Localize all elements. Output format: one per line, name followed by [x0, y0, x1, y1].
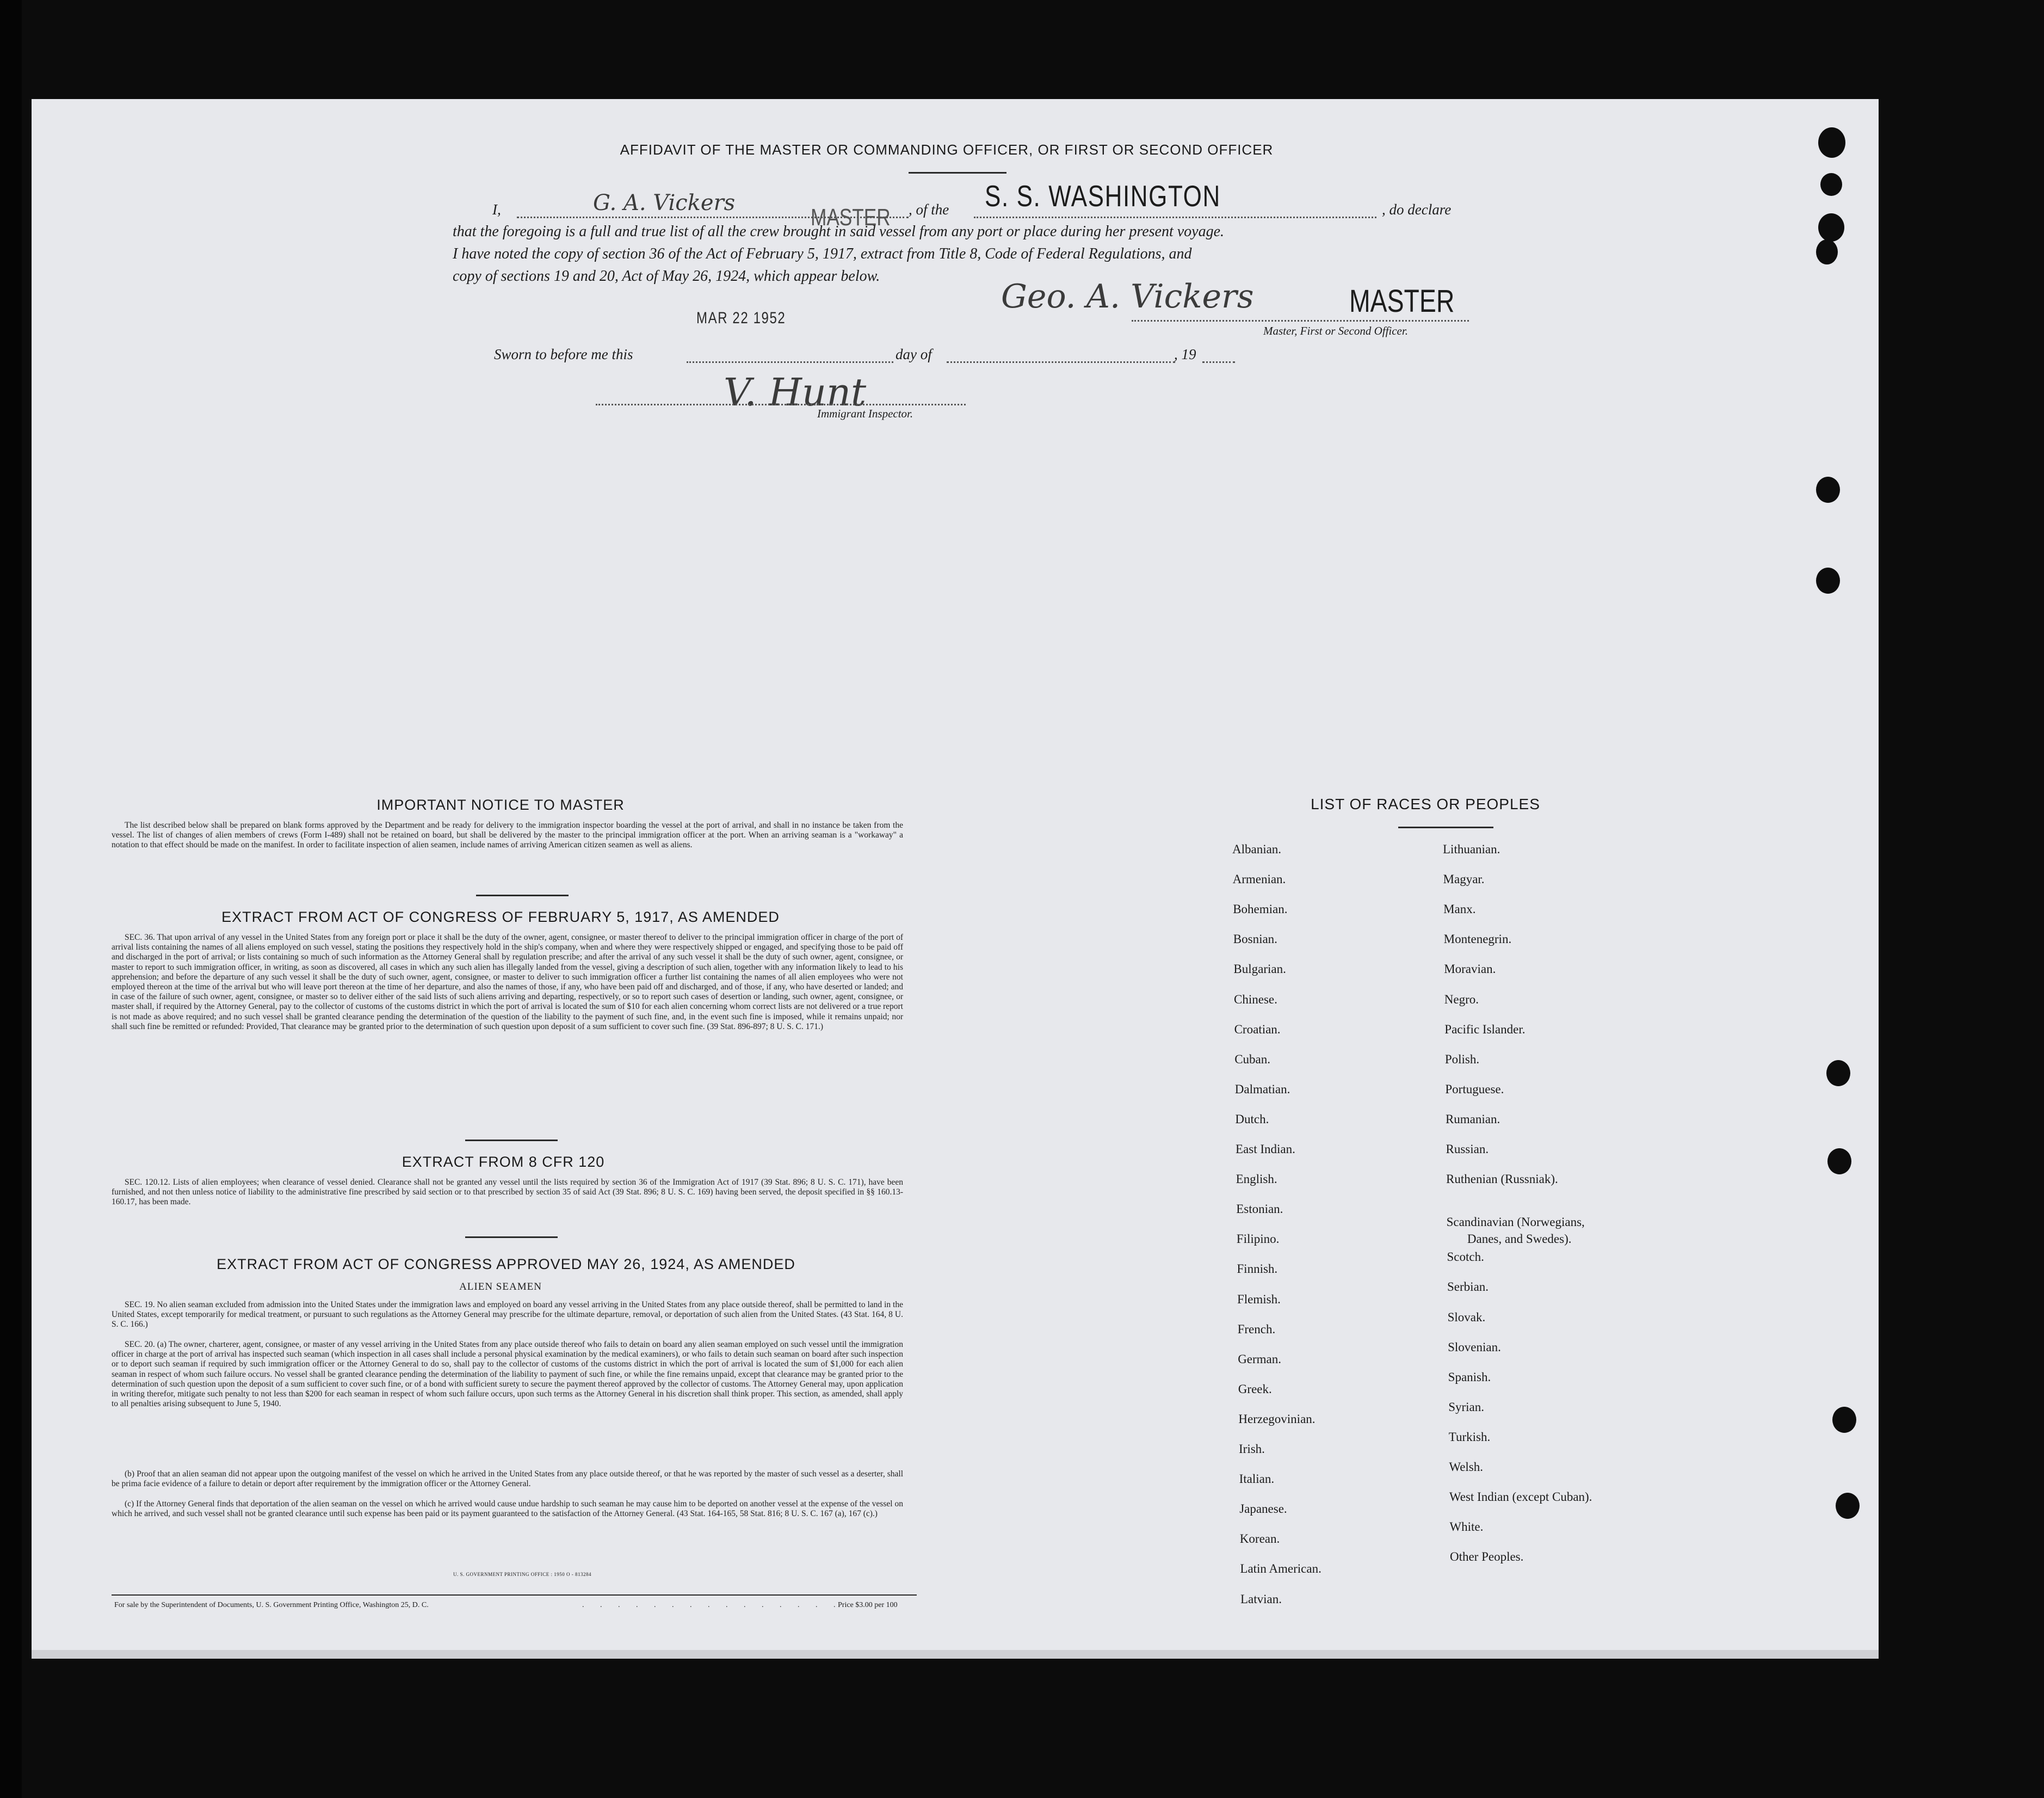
race-item: Scotch.: [1447, 1250, 1484, 1264]
inspector-line: [596, 404, 966, 405]
race-item: Manx.: [1443, 902, 1476, 916]
extract-cfr-rule: [465, 1236, 558, 1238]
extract-1924-heading: EXTRACT FROM ACT OF CONGRESS APPROVED MAY 26, 1924, AS AMENDED: [217, 1256, 795, 1272]
races-rule: [1398, 827, 1493, 828]
extract-1924-sec19: SEC. 19. No alien seaman excluded from admission into the United States under the immigration laws and employed on board any vessel arriving in the United States from any place outside thereof, shall be permitted to land in the United States, except temporarily for medical treatment, or pursuant to such regulations as the Attorney General may prescribe for the ultimate departure, removal, or deportation of such alien from the United States. (43 Stat. 164, 8 U. S. C. 166.): [112, 1300, 903, 1329]
inspector-caption: Immigrant Inspector.: [817, 407, 913, 420]
race-item: Armenian.: [1232, 872, 1286, 886]
race-item: Chinese.: [1234, 992, 1277, 1006]
alien-seamen-subheading: ALIEN SEAMEN: [459, 1281, 542, 1292]
race-item: Lithuanian.: [1443, 842, 1500, 856]
race-item: Irish.: [1239, 1442, 1265, 1456]
vessel-line: [974, 217, 1376, 218]
punch-hole: [1818, 213, 1844, 242]
master-stamp: MASTER: [811, 204, 891, 231]
vessel-name: S. S. WASHINGTON: [985, 179, 1221, 213]
affidavit-line4: copy of sections 19 and 20, Act of May 26, 1924, which appear below.: [453, 268, 880, 285]
scan-border: [0, 0, 22, 1798]
race-item: Korean.: [1239, 1532, 1280, 1546]
day-of-label: day of: [896, 346, 932, 362]
race-item: Polish.: [1444, 1052, 1480, 1066]
extract-1917-body: SEC. 36. That upon arrival of any vessel in the United States from any foreign port or place it shall be the duty of the owner, agent, consignee, or master thereof to deliver to the principal immigration officer in charge of the port of arrival lists containing the names of all aliens employed on such vessel, stating the positions they respectively hold in the ship's company, when and where they were respectively shipped or engaged, and specifying those to be paid off and discharged in the port of arrival; or lists containing so much of such information as the Attorney General shall by regulation prescribe; and after the arrival of any such vessel it shall be the duty of such owner, agent, consignee, or master to report to such immigration officer, in writing, as soon as discovered, all cases in which any such alien has illegally landed from the vessel, giving a description of such alien, together with any information likely to lead to his apprehension; and before the departure of any such vessel it shall be the duty of such owner, agent, consignee, or master to deliver to such immigration officer a further list containing the names of all alien employees who were not employed thereon at the time of the arrival but who will leave port thereon at the time of her departure, and also the names of those, if any, who have been paid off and discharged, and of those, if any, who have deserted or landed; and in case of the failure of such owner, agent, consignee, or master so to deliver either of the said lists of such aliens arriving and departing, respectively, or so to report such cases of desertion or landing, such owner, agent, consignee, or master shall, if required by the Attorney General, pay to the collector of customs of the customs district in which the port of arrival is located the sum of $10 for each alien concerning whom correct lists are not delivered or a true report is not made as above required; and no such vessel shall be granted clearance pending the determination of the question of the liability to the payment of such fine, and, in the event such fine is imposed, while it remains unpaid; nor shall such fine be remitted or refunded: Provided, That clearance may be granted prior to the determination of such question upon deposit of a sum sufficient to cover such fine. (39 Stat. 896-897; 8 U. S. C. 171.): [112, 933, 903, 1031]
race-item: Rumanian.: [1445, 1112, 1500, 1126]
race-item: Spanish.: [1448, 1370, 1491, 1384]
notice-rule: [476, 895, 569, 896]
race-item: Scandinavian (Norwegians,: [1446, 1215, 1585, 1229]
race-item: Magyar.: [1443, 872, 1485, 886]
race-item: Slovak.: [1447, 1310, 1486, 1324]
race-item: Albanian.: [1232, 842, 1282, 856]
year-label: , 19: [1174, 346, 1196, 362]
race-item: Bohemian.: [1233, 902, 1288, 916]
signer-caption: Master, First or Second Officer.: [1263, 324, 1408, 337]
footer-leader-dots: . . . . . . . . . . . . . . .: [582, 1601, 843, 1609]
race-item: Estonian.: [1236, 1202, 1283, 1216]
race-item: Bosnian.: [1233, 932, 1277, 946]
punch-hole: [1832, 1407, 1856, 1433]
extract-cfr-heading: EXTRACT FROM 8 CFR 120: [402, 1154, 605, 1170]
sale-note: For sale by the Superintendent of Documents, U. S. Government Printing Office, Washington 25, D. C.: [114, 1601, 429, 1609]
printing-office-note: U. S. GOVERNMENT PRINTING OFFICE : 1950 O - 813284: [453, 1572, 592, 1577]
race-item: Herzegovinian.: [1238, 1412, 1316, 1426]
extract-1924-sec20a: SEC. 20. (a) The owner, charterer, agent, consignee, or master of any vessel arriving in the United States from any place outside thereof who fails to detain on board any alien seaman employed on such vessel until the immigration officer in charge at the port of arrival has inspected such seaman (which inspection in all cases shall include a personal physical examination by the medical examiners), or who fails to detain such seaman on board after such inspection or to deport such seaman if required by such immigration officer or the Attorney General to do so, shall pay to the collector of customs of the customs district in which the port of arrival is located the sum of $1,000 for each alien seaman in respect of whom such failure occurs. No vessel shall be granted clearance pending the determination of the liability to payment of such fine, or while the fine remains unpaid, except that clearance may be granted prior to the determination of such question upon the deposit of a sum sufficient to cover such fine, or of a bond with sufficient surety to secure the payment thereof approved by the collector of customs. The Attorney General may, upon application in writing therefor, mitigate such penalty to not less than $200 for each seaman in respect of whom such failure occurs, upon such terms as the Attorney General in his discretion shall think proper. This section, as amended, shall apply to all penalties arising subsequent to June 5, 1940.: [112, 1340, 903, 1409]
price-note: Price $3.00 per 100: [838, 1601, 898, 1609]
master-signature: Geo. A. Vickers: [1001, 278, 1254, 316]
race-item: Croatian.: [1234, 1022, 1281, 1036]
race-item: West Indian (except Cuban).: [1449, 1490, 1592, 1504]
affidavit-title: AFFIDAVIT OF THE MASTER OR COMMANDING OFFICER, OR FIRST OR SECOND OFFICER: [620, 141, 1274, 158]
race-item: Cuban.: [1234, 1052, 1270, 1066]
extract-1924-sec20c: (c) If the Attorney General finds that deportation of the alien seaman on the vessel on which he arrived would cause undue hardship to such seaman he may cause him to be deported on another vessel at the expense of the vessel on which he arrived, and such vessel shall not be granted clearance until such expense has been paid or its payment guaranteed to the satisfaction of the Attorney General. (43 Stat. 164-165, 58 Stat. 816; 8 U. S. C. 167 (a), 167 (c).): [112, 1499, 903, 1519]
sworn-line: [687, 361, 893, 363]
race-item: Bulgarian.: [1233, 962, 1286, 976]
race-item: Danes, and Swedes).: [1467, 1231, 1572, 1246]
year-line: [1202, 361, 1235, 363]
punch-hole: [1836, 1493, 1860, 1519]
affidavit-line2: that the foregoing is a full and true list of all the crew brought in said vessel from any port or place during her present voyage.: [453, 223, 1225, 240]
race-item: Flemish.: [1237, 1292, 1281, 1306]
race-item: Dalmatian.: [1234, 1082, 1290, 1096]
page-edge: [32, 1650, 1879, 1659]
race-item: Russian.: [1446, 1142, 1489, 1156]
sworn-label: Sworn to before me this: [494, 346, 633, 362]
inspector-signature: V. Hunt: [724, 370, 867, 415]
race-item: Finnish.: [1237, 1262, 1278, 1276]
race-item: White.: [1449, 1520, 1484, 1534]
race-item: German.: [1238, 1352, 1282, 1366]
extract-1917-heading: EXTRACT FROM ACT OF CONGRESS OF FEBRUARY 5, 1917, AS AMENDED: [221, 909, 780, 925]
punch-hole: [1820, 173, 1842, 196]
affidavit-line3: I have noted the copy of section 36 of the Act of February 5, 1917, extract from Title 8, Code of Federal Regulations, and: [453, 245, 1192, 262]
punch-hole: [1818, 127, 1845, 158]
notice-body: The list described below shall be prepared on blank forms approved by the Department and be ready for delivery to the immigration inspector boarding the vessel at the port of arrival, and shall in no instance be taken from the vessel. The list of changes of alien members of crews (Form I-489) shall not be retained on board, but shall be delivered by the master to the principal immigration officer at the port. When an arriving seaman is a "workaway" a notation to that effect should be made on the manifest. In order to facilitate inspection of alien seamen, include names of arriving American citizen seamen as well as aliens.: [112, 821, 903, 850]
punch-hole: [1816, 477, 1840, 503]
race-item: Japanese.: [1239, 1502, 1287, 1516]
extract-cfr-body: SEC. 120.12. Lists of alien employees; when clearance of vessel denied. Clearance shall not be granted any vessel until the lists required by section 36 of the Immigration Act of 1917 (39 Stat. 896; 8 U. S. C. 171), have been furnished, and not then unless notice of liability to the administrative fine prescribed by said section or to that prescribed by section 35 of said Act (39 Stat. 896; 8 U. S. C. 169) having been served, the deposit specified in §§ 160.13-160.17, has been made.: [112, 1178, 903, 1207]
title-rule: [909, 172, 1006, 174]
footer-rule: [112, 1594, 917, 1596]
race-item: Turkish.: [1448, 1430, 1491, 1444]
race-item: Welsh.: [1449, 1460, 1483, 1474]
extract-1917-rule: [465, 1140, 558, 1141]
day-of-line: [947, 361, 1175, 363]
sworn-date-stamp: MAR 22 1952: [696, 309, 786, 327]
notice-heading: IMPORTANT NOTICE TO MASTER: [376, 797, 625, 813]
race-item: English.: [1236, 1172, 1277, 1186]
race-item: Italian.: [1239, 1472, 1275, 1486]
race-item: Ruthenian (Russniak).: [1446, 1172, 1558, 1186]
do-declare-label: , do declare: [1382, 201, 1452, 218]
punch-hole: [1816, 568, 1840, 594]
race-item: Serbian.: [1447, 1280, 1489, 1294]
race-item: Portuguese.: [1445, 1082, 1504, 1096]
race-item: Negro.: [1444, 992, 1479, 1006]
race-item: Pacific Islander.: [1444, 1022, 1526, 1036]
signature-title: MASTER: [1349, 284, 1455, 319]
race-item: Syrian.: [1448, 1400, 1485, 1414]
races-heading: LIST OF RACES OR PEOPLES: [1311, 796, 1540, 812]
affidavit-i: I,: [492, 201, 501, 218]
document-page: [32, 99, 1879, 1650]
master-name-handwriting: G. A. Vickers: [593, 190, 736, 215]
extract-1924-sec20b: (b) Proof that an alien seaman did not appear upon the outgoing manifest of the vessel on which he arrived in the United States from any place outside thereof, or that he was reported by the master of such vessel as a deserter, shall be prima facie evidence of a failure to detain or deport after requirement by the immigration officer or the Attorney General.: [112, 1469, 903, 1489]
race-item: Latvian.: [1240, 1592, 1282, 1606]
race-item: Filipino.: [1236, 1232, 1280, 1246]
of-the-label: , of the: [909, 201, 949, 218]
punch-hole: [1816, 239, 1838, 264]
race-item: Latin American.: [1240, 1562, 1322, 1576]
race-item: East Indian.: [1236, 1142, 1295, 1156]
punch-hole: [1827, 1148, 1851, 1174]
race-item: Slovenian.: [1448, 1340, 1501, 1354]
race-item: Other Peoples.: [1449, 1550, 1524, 1564]
race-item: Montenegrin.: [1443, 932, 1512, 946]
race-item: Greek.: [1238, 1382, 1272, 1396]
race-item: Moravian.: [1444, 962, 1496, 976]
race-item: Dutch.: [1235, 1112, 1269, 1126]
signature-line: [1132, 320, 1469, 322]
punch-hole: [1826, 1060, 1850, 1086]
race-item: French.: [1237, 1322, 1276, 1336]
